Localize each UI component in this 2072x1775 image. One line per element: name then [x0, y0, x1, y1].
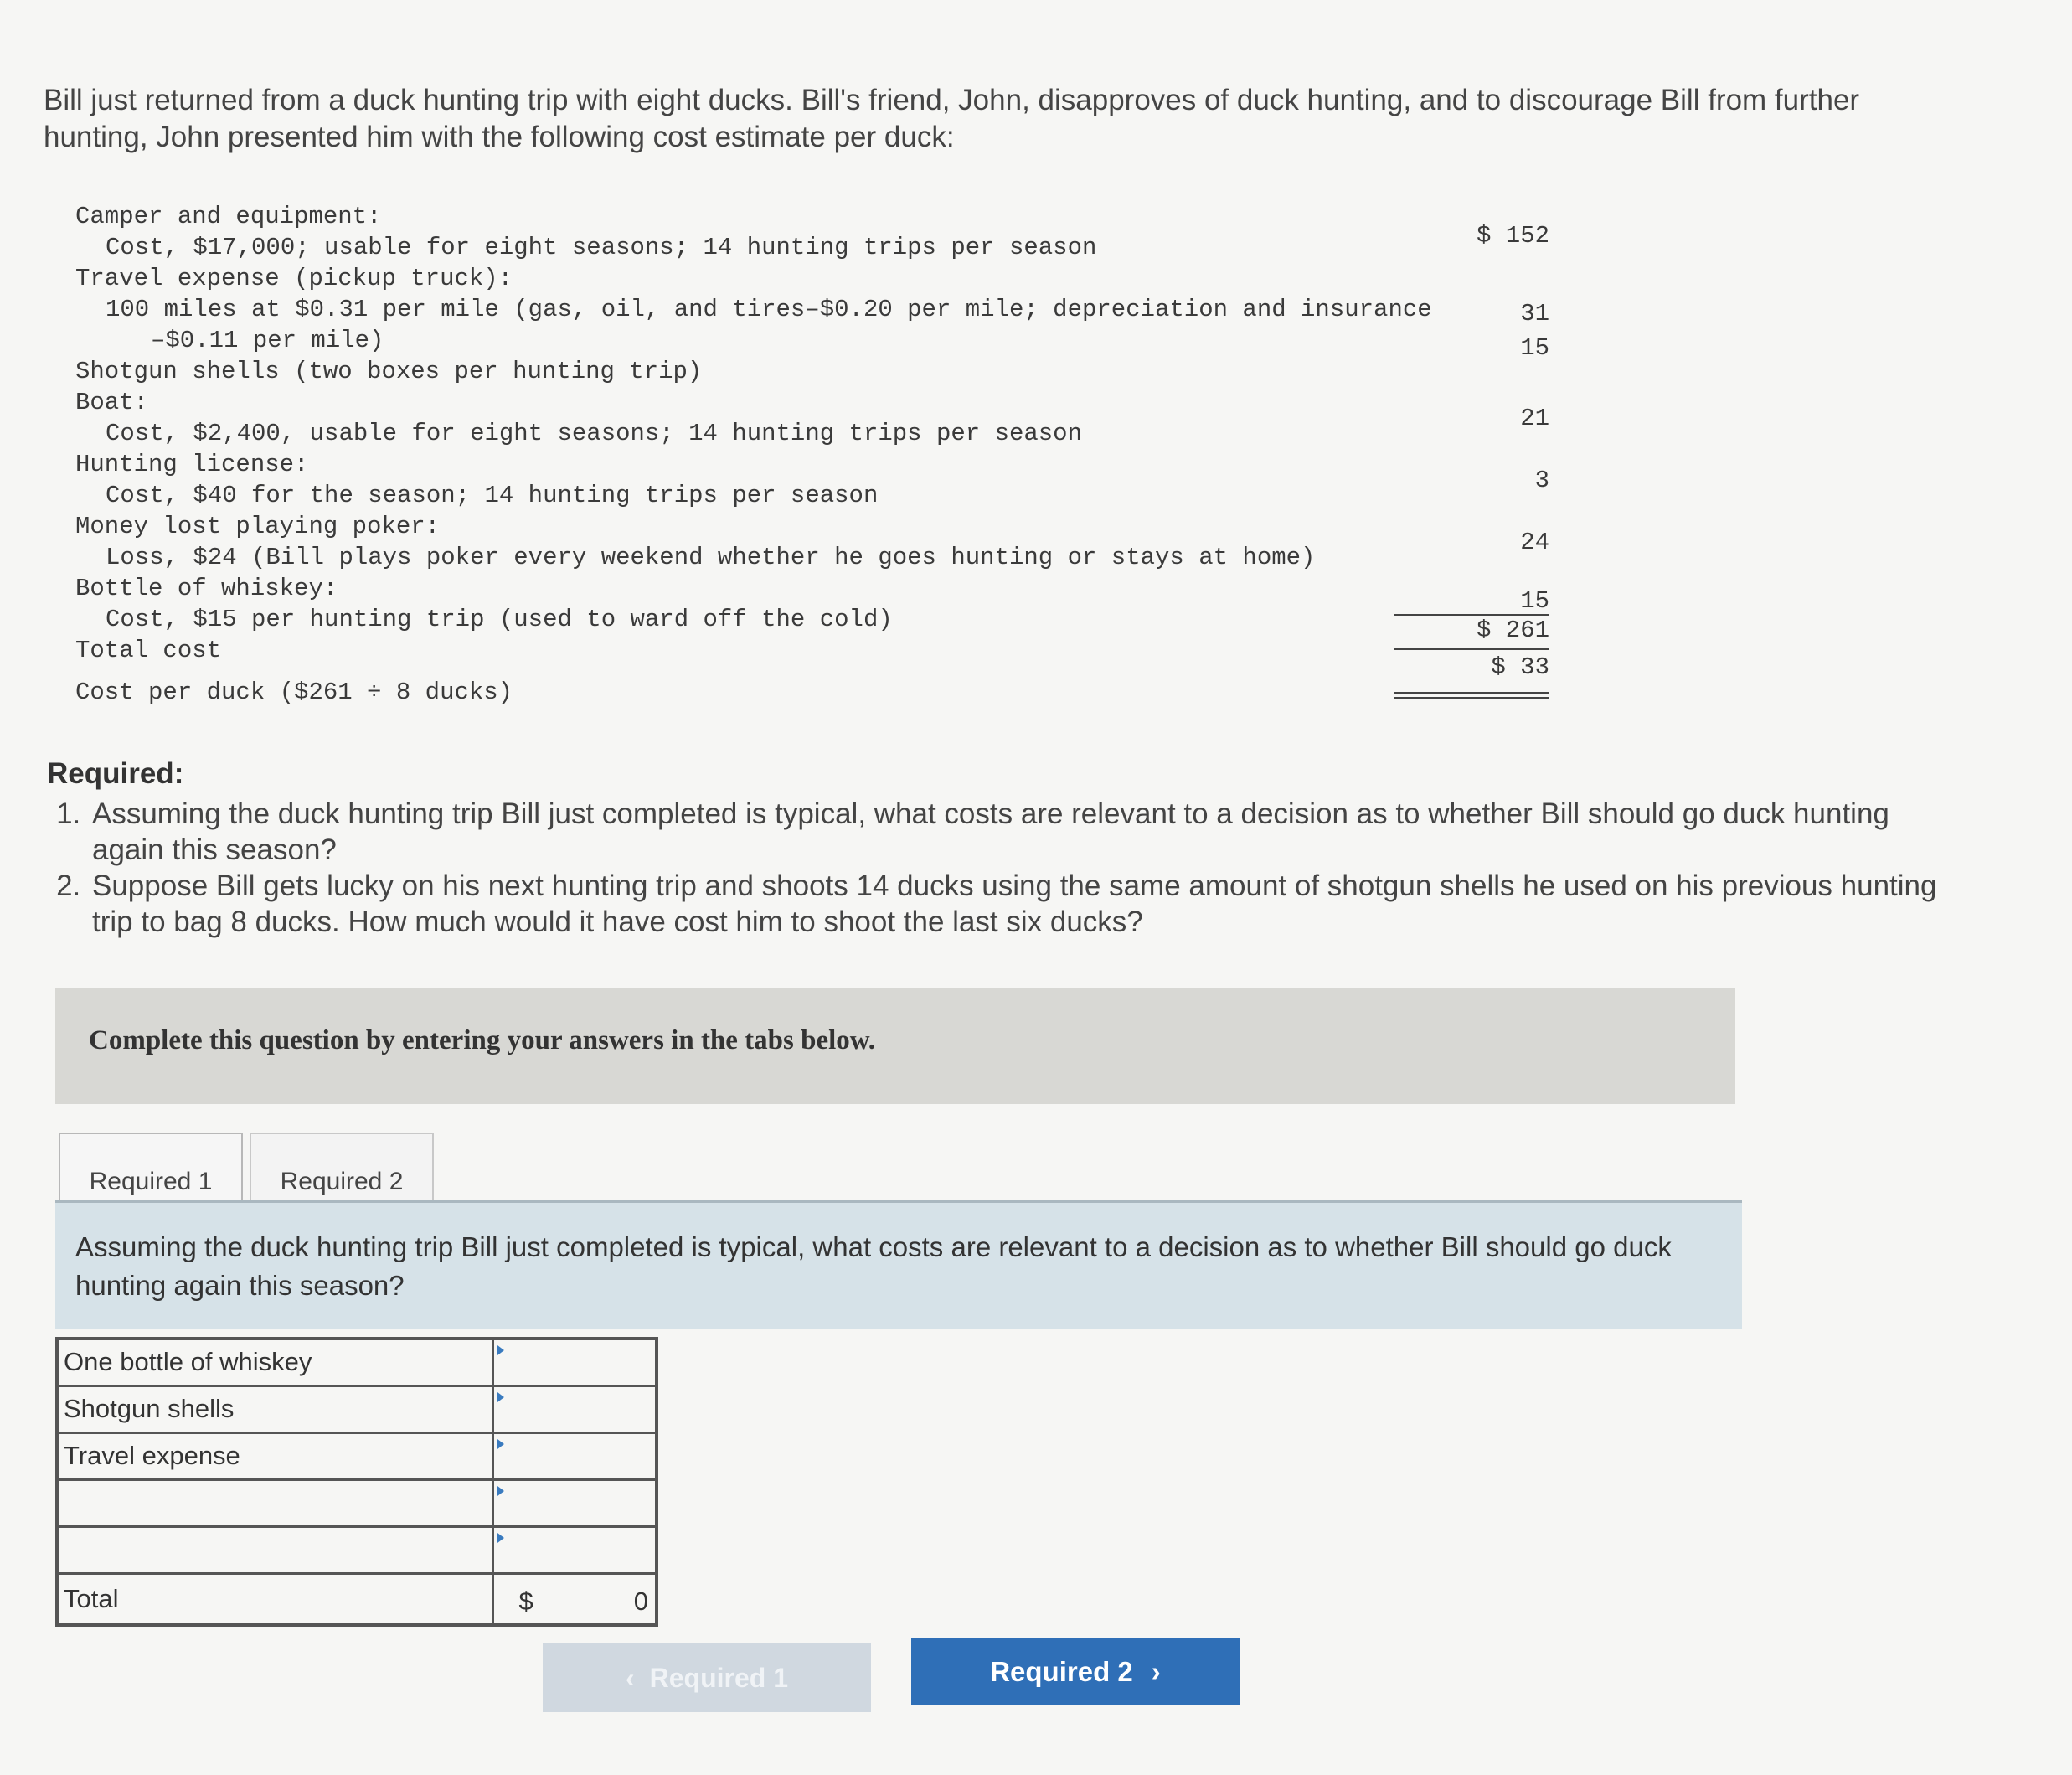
cost-item-input[interactable]: Shotgun shells — [57, 1385, 492, 1432]
cost-line-label: Loss, $24 (Bill plays poker every weekend whether he goes hunting or stays at home) — [106, 544, 1316, 571]
total-value: 0 — [633, 1586, 648, 1616]
cost-line-label: Hunting license: — [75, 451, 309, 478]
cost-line-amount: 31 — [1520, 300, 1549, 328]
table-row — [57, 1526, 657, 1573]
prev-button-label: Required 1 — [649, 1662, 789, 1693]
total-rule — [1394, 648, 1549, 650]
total-label: Total — [57, 1573, 492, 1625]
prev-required-button[interactable] — [543, 1643, 871, 1712]
table-row — [57, 1385, 657, 1432]
required-heading: Required: — [47, 757, 184, 790]
answer-table — [55, 1337, 658, 1627]
cost-line-amount: 21 — [1520, 405, 1549, 432]
cost-line-label: Travel expense (pickup truck): — [75, 265, 513, 292]
panel-question: Assuming the duck hunting trip Bill just completed is typical, what costs are relevant to a decision as to whether Bill should go duck hunting again this season? — [55, 1203, 1742, 1329]
chevron-left-icon: ‹ — [625, 1662, 635, 1693]
amount-input[interactable] — [492, 1385, 657, 1432]
question-list — [52, 796, 1956, 940]
cost-line-label: Cost per duck ($261 ÷ 8 ducks) — [75, 679, 513, 706]
cost-line-label: Cost, $15 per hunting trip (used to ward off the cold) — [106, 606, 893, 633]
cost-estimate-table — [75, 201, 1549, 708]
subtotal-rule — [1394, 614, 1549, 616]
tab-required-1[interactable]: Required 1 — [59, 1133, 243, 1230]
instruction-bar: Complete this question by entering your answers in the tabs below. — [55, 988, 1735, 1104]
tab-required-2[interactable]: Required 2 — [250, 1133, 434, 1230]
table-row — [57, 1432, 657, 1479]
next-button-label: Required 2 — [990, 1656, 1133, 1687]
currency-symbol: $ — [518, 1586, 533, 1616]
amount-input[interactable] — [492, 1432, 657, 1479]
cost-line-amount: $ 152 — [1476, 222, 1549, 250]
cost-line-amount: 3 — [1534, 467, 1549, 494]
chevron-right-icon: › — [1151, 1656, 1161, 1687]
question-item: 2. Suppose Bill gets lucky on his next hunting trip and shoots 14 ducks using the same amount of shotgun shells he used on his previous hunting trip to bag 8 ducks. How much would it have cost him to shoot the last six ducks? — [89, 868, 1956, 940]
total-cost-amount: $ 261 — [1476, 617, 1549, 644]
cost-per-duck-amount: $ 33 — [1491, 653, 1549, 681]
table-row — [57, 1479, 657, 1526]
cost-line-label: Camper and equipment: — [75, 203, 382, 230]
next-required-button[interactable] — [911, 1638, 1240, 1705]
cost-line-label: Boat: — [75, 389, 149, 416]
cost-line-label: –$0.11 per mile) — [151, 327, 384, 354]
cost-line-amount: 15 — [1520, 587, 1549, 615]
cost-item-input[interactable] — [57, 1479, 492, 1526]
grand-total-double-rule — [1394, 692, 1549, 699]
amount-input[interactable] — [492, 1526, 657, 1573]
total-row — [57, 1573, 657, 1625]
total-value-cell — [492, 1573, 657, 1625]
amount-input[interactable] — [492, 1479, 657, 1526]
problem-intro: Bill just returned from a duck hunting trip with eight ducks. Bill's friend, John, disapproves of duck hunting, and to discourage Bill from further hunting, John presented him with the following cost estimate per duck: — [44, 84, 1860, 153]
cost-line-label: Money lost playing poker: — [75, 513, 441, 540]
amount-input[interactable] — [492, 1339, 657, 1385]
cost-item-input[interactable]: One bottle of whiskey — [57, 1339, 492, 1385]
cost-line-label: Shotgun shells (two boxes per hunting trip) — [75, 358, 703, 385]
cost-line-amount: 15 — [1520, 334, 1549, 362]
cost-line-label: Cost, $40 for the season; 14 hunting trips per season — [106, 482, 879, 509]
cost-line-amount: 24 — [1520, 529, 1549, 556]
table-row — [57, 1339, 657, 1385]
cost-line-label: Cost, $2,400, usable for eight seasons; 14 hunting trips per season — [106, 420, 1082, 447]
cost-item-input[interactable]: Travel expense — [57, 1432, 492, 1479]
cost-item-input[interactable] — [57, 1526, 492, 1573]
cost-line-label: 100 miles at $0.31 per mile (gas, oil, and tires–$0.20 per mile; depreciation and insurance — [106, 296, 1432, 323]
cost-line-label: Total cost — [75, 637, 222, 664]
cost-line-label: Bottle of whiskey: — [75, 575, 338, 602]
question-item: 1. Assuming the duck hunting trip Bill just completed is typical, what costs are relevant to a decision as to whether Bill should go duck hunting again this season? — [89, 796, 1956, 868]
cost-line-label: Cost, $17,000; usable for eight seasons; 14 hunting trips per season — [106, 234, 1097, 261]
